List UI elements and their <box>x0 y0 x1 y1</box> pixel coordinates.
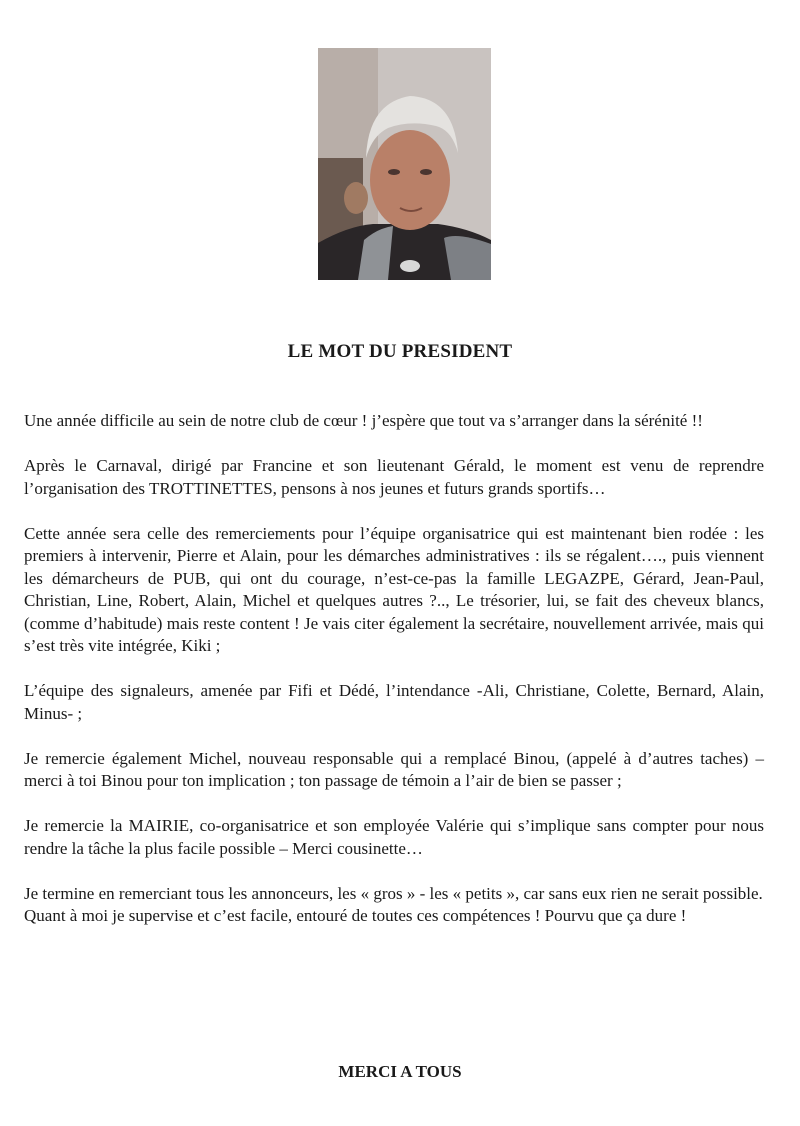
closing-line: MERCI A TOUS <box>338 1062 462 1081</box>
paragraph: Cette année sera celle des remerciements pour l’équipe organisatrice qui est maintenant bien rodée : les premiers à intervenir, Pierre et Alain, pour les démarches administratives : ils se régalent…., puis viennent les démarcheurs de PUB, qui ont du courage, n’est-ce-pas la famille LEGAZPE, Gérard, Jean-Paul, Christian, Line, Robert, Alain, Michel et quelques autres ?.., Le trésorier, lui, se fait des cheveux blancs, (comme d’habitude) mais reste content ! Je vais citer également la secrétaire, nouvellement arrivée, mais qui s’est très vite intégrée, Kiki ; <box>24 523 764 655</box>
paragraph: Après le Carnaval, dirigé par Francine et son lieutenant Gérald, le moment est venu de reprendre l’organisation des TROTTINETTES, pensons à nos jeunes et futurs grands sportifs… <box>24 456 764 498</box>
paragraph: Je remercie la MAIRIE, co-organisatrice et son employée Valérie qui s’implique sans compter pour nous rendre la tâche la plus facile possible – Merci cousinette… <box>24 816 764 858</box>
paragraph: Quant à moi je supervise et c’est facile, entouré de toutes ces compétences ! Pourvu que ça dure ! <box>24 906 687 925</box>
president-photo <box>318 48 491 280</box>
page-title: LE MOT DU PRESIDENT <box>287 341 513 362</box>
paragraph: Je remercie également Michel, nouveau responsable qui a remplacé Binou, (appelé à d’autres taches) – merci à toi Binou pour ton implication ; ton passage de témoin a l’air de bien se passer ; <box>24 748 764 790</box>
paragraph: Je termine en remerciant tous les annonceurs, les « gros » - les « petits », car sans eux rien ne serait possible. <box>24 883 763 903</box>
paragraph: L’équipe des signaleurs, amenée par Fifi et Dédé, l’intendance -Ali, Christiane, Colette, Bernard, Alain, Minus- ; <box>24 681 764 723</box>
letter-body <box>24 410 764 928</box>
paragraph: Une année difficile au sein de notre club de cœur ! j’espère que tout va s’arranger dans la sérénité !! <box>24 411 703 430</box>
